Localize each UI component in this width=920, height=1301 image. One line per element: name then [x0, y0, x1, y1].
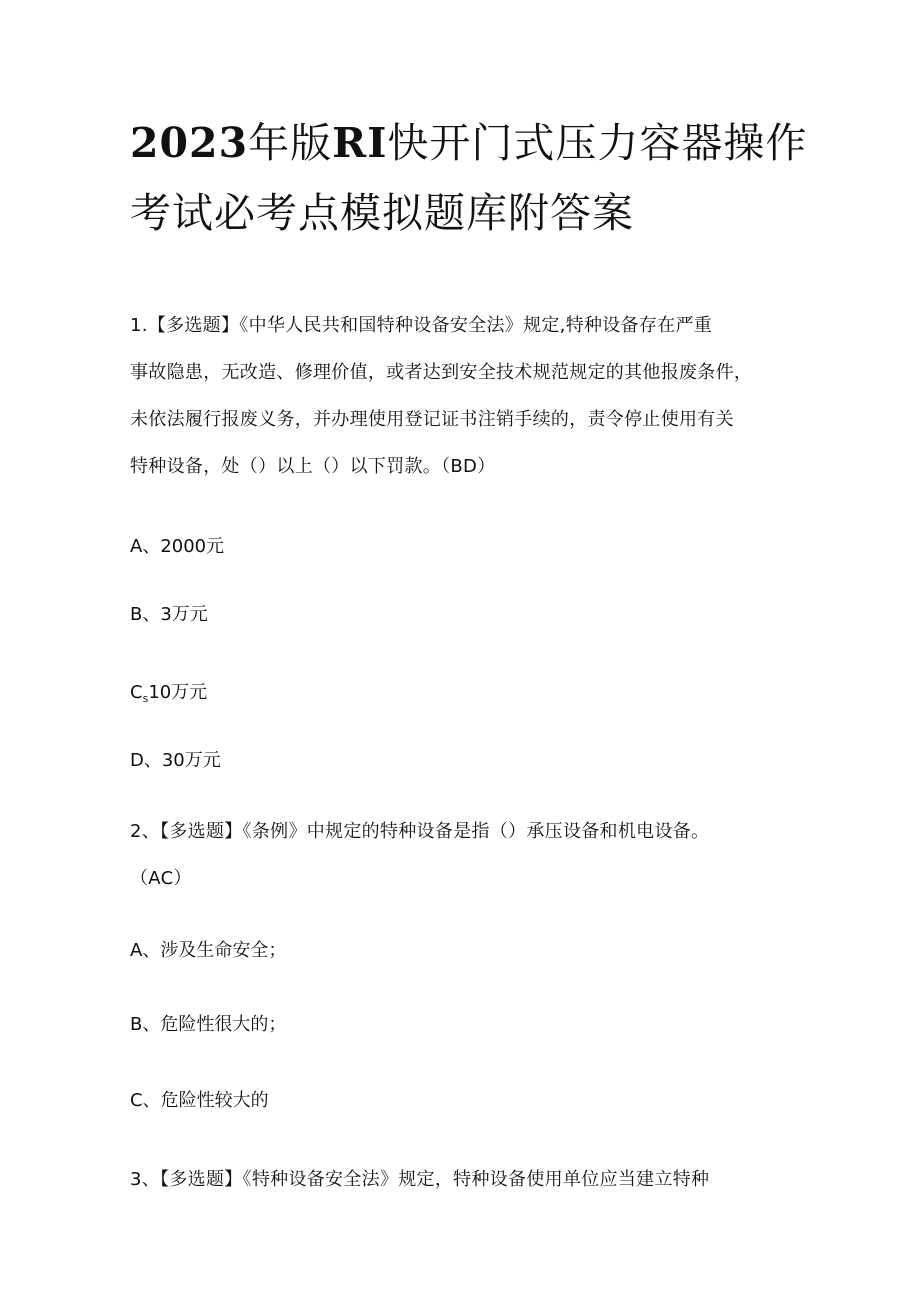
question-2-option-a: A、涉及生命安全；: [130, 940, 287, 961]
title-line-1: 2023年版RI快开门式压力容器操作: [130, 119, 808, 167]
question-1-option-b: B、3万元: [130, 604, 208, 625]
question-1-option-d: D、30万元: [130, 750, 221, 771]
question-2-text: 2、【多选题】《条例》中规定的特种设备是指（）承压设备和机电设备。 （AC）: [130, 821, 710, 889]
question-1-option-a: A、2000元: [130, 536, 225, 557]
question-2-option-c: C、危险性较大的: [130, 1090, 269, 1111]
question-2-option-b: B、危险性很大的；: [130, 1014, 287, 1035]
question-1-text: 1.【多选题】《中华人民共和国特种设备安全法》规定,特种设备存在严重 事故隐患，无改造、修理价值，或者达到安全技术规范规定的其他报废条件， 未依法履行报废义务，并办理使用登记证书注销手续的，责令停止使用有关 特种设备，处（）以上（）以下罚款。（BD）: [130, 315, 753, 477]
document-title: [130, 108, 810, 248]
question-3-text: 3、【多选题】《特种设备安全法》规定，特种设备使用单位应当建立特种: [130, 1169, 710, 1190]
title-line-2: 考试必考点模拟题库附答案: [130, 189, 634, 237]
question-1-option-c: $C_s10$万元: [130, 682, 208, 705]
